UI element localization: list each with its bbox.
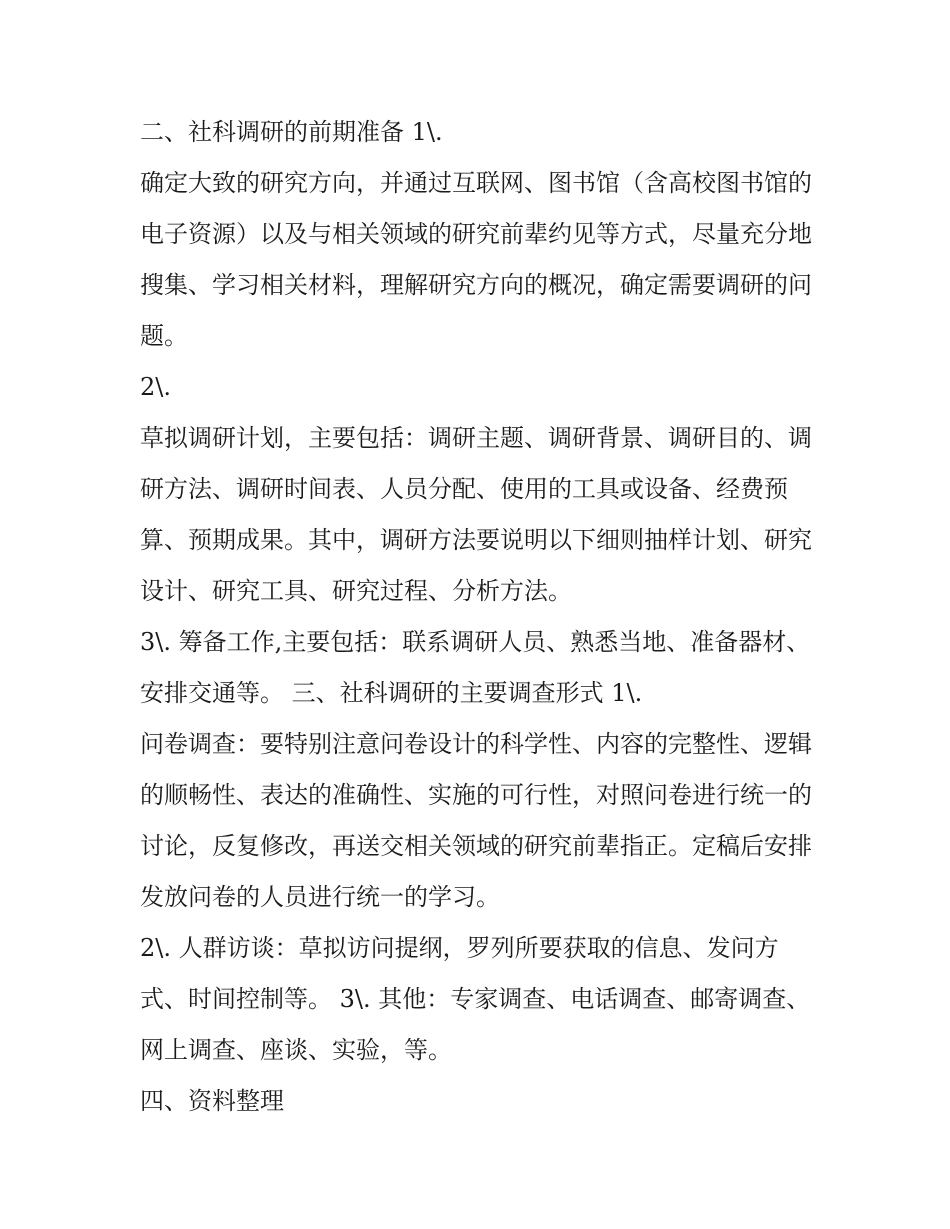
paragraph-questionnaire: 问卷调查：要特别注意问卷设计的科学性、内容的完整性、逻辑的顺畅性、表达的准确性、实施的可行性，对照问卷进行统一的讨论，反复修改，再送交相关领域的研究前辈指正。定稿后安排发放问卷的人员进行统一的学习。 bbox=[140, 730, 812, 911]
section-heading-data-organization: 四、资料整理 bbox=[140, 1087, 284, 1115]
paragraph-interviews-other: 2\. 人群访谈：草拟访问提纲，罗列所要获取的信息、发问方式、时间控制等。 3\. 其他：专家调查、电话调查、邮寄调查、网上调查、座谈、实验，等。 bbox=[140, 934, 811, 1064]
paragraph-research-direction: 确定大致的研究方向，并通过互联网、图书馆（含高校图书馆的电子资源）以及与相关领域的研究前辈约见等方式，尽量充分地搜集、学习相关材料，理解研究方向的概况，确定需要调研的问题。 bbox=[140, 169, 812, 350]
paragraph-research-plan: 草拟调研计划，主要包括：调研主题、调研背景、调研目的、调研方法、调研时间表、人员分配、使用的工具或设备、经费预算、预期成果。其中，调研方法要说明以下细则抽样计划、研究设计、研究工具、研究过程、分析方法。 bbox=[140, 424, 812, 605]
paragraph-preparation-work: 3\. 筹备工作,主要包括：联系调研人员、熟悉当地、准备器材、安排交通等。 三、社科调研的主要调查形式 1\. bbox=[140, 628, 811, 707]
list-number-2: 2\. bbox=[140, 373, 171, 401]
document-body bbox=[140, 107, 820, 1127]
section-heading-preparation: 二、社科调研的前期准备 1\. bbox=[140, 118, 443, 146]
